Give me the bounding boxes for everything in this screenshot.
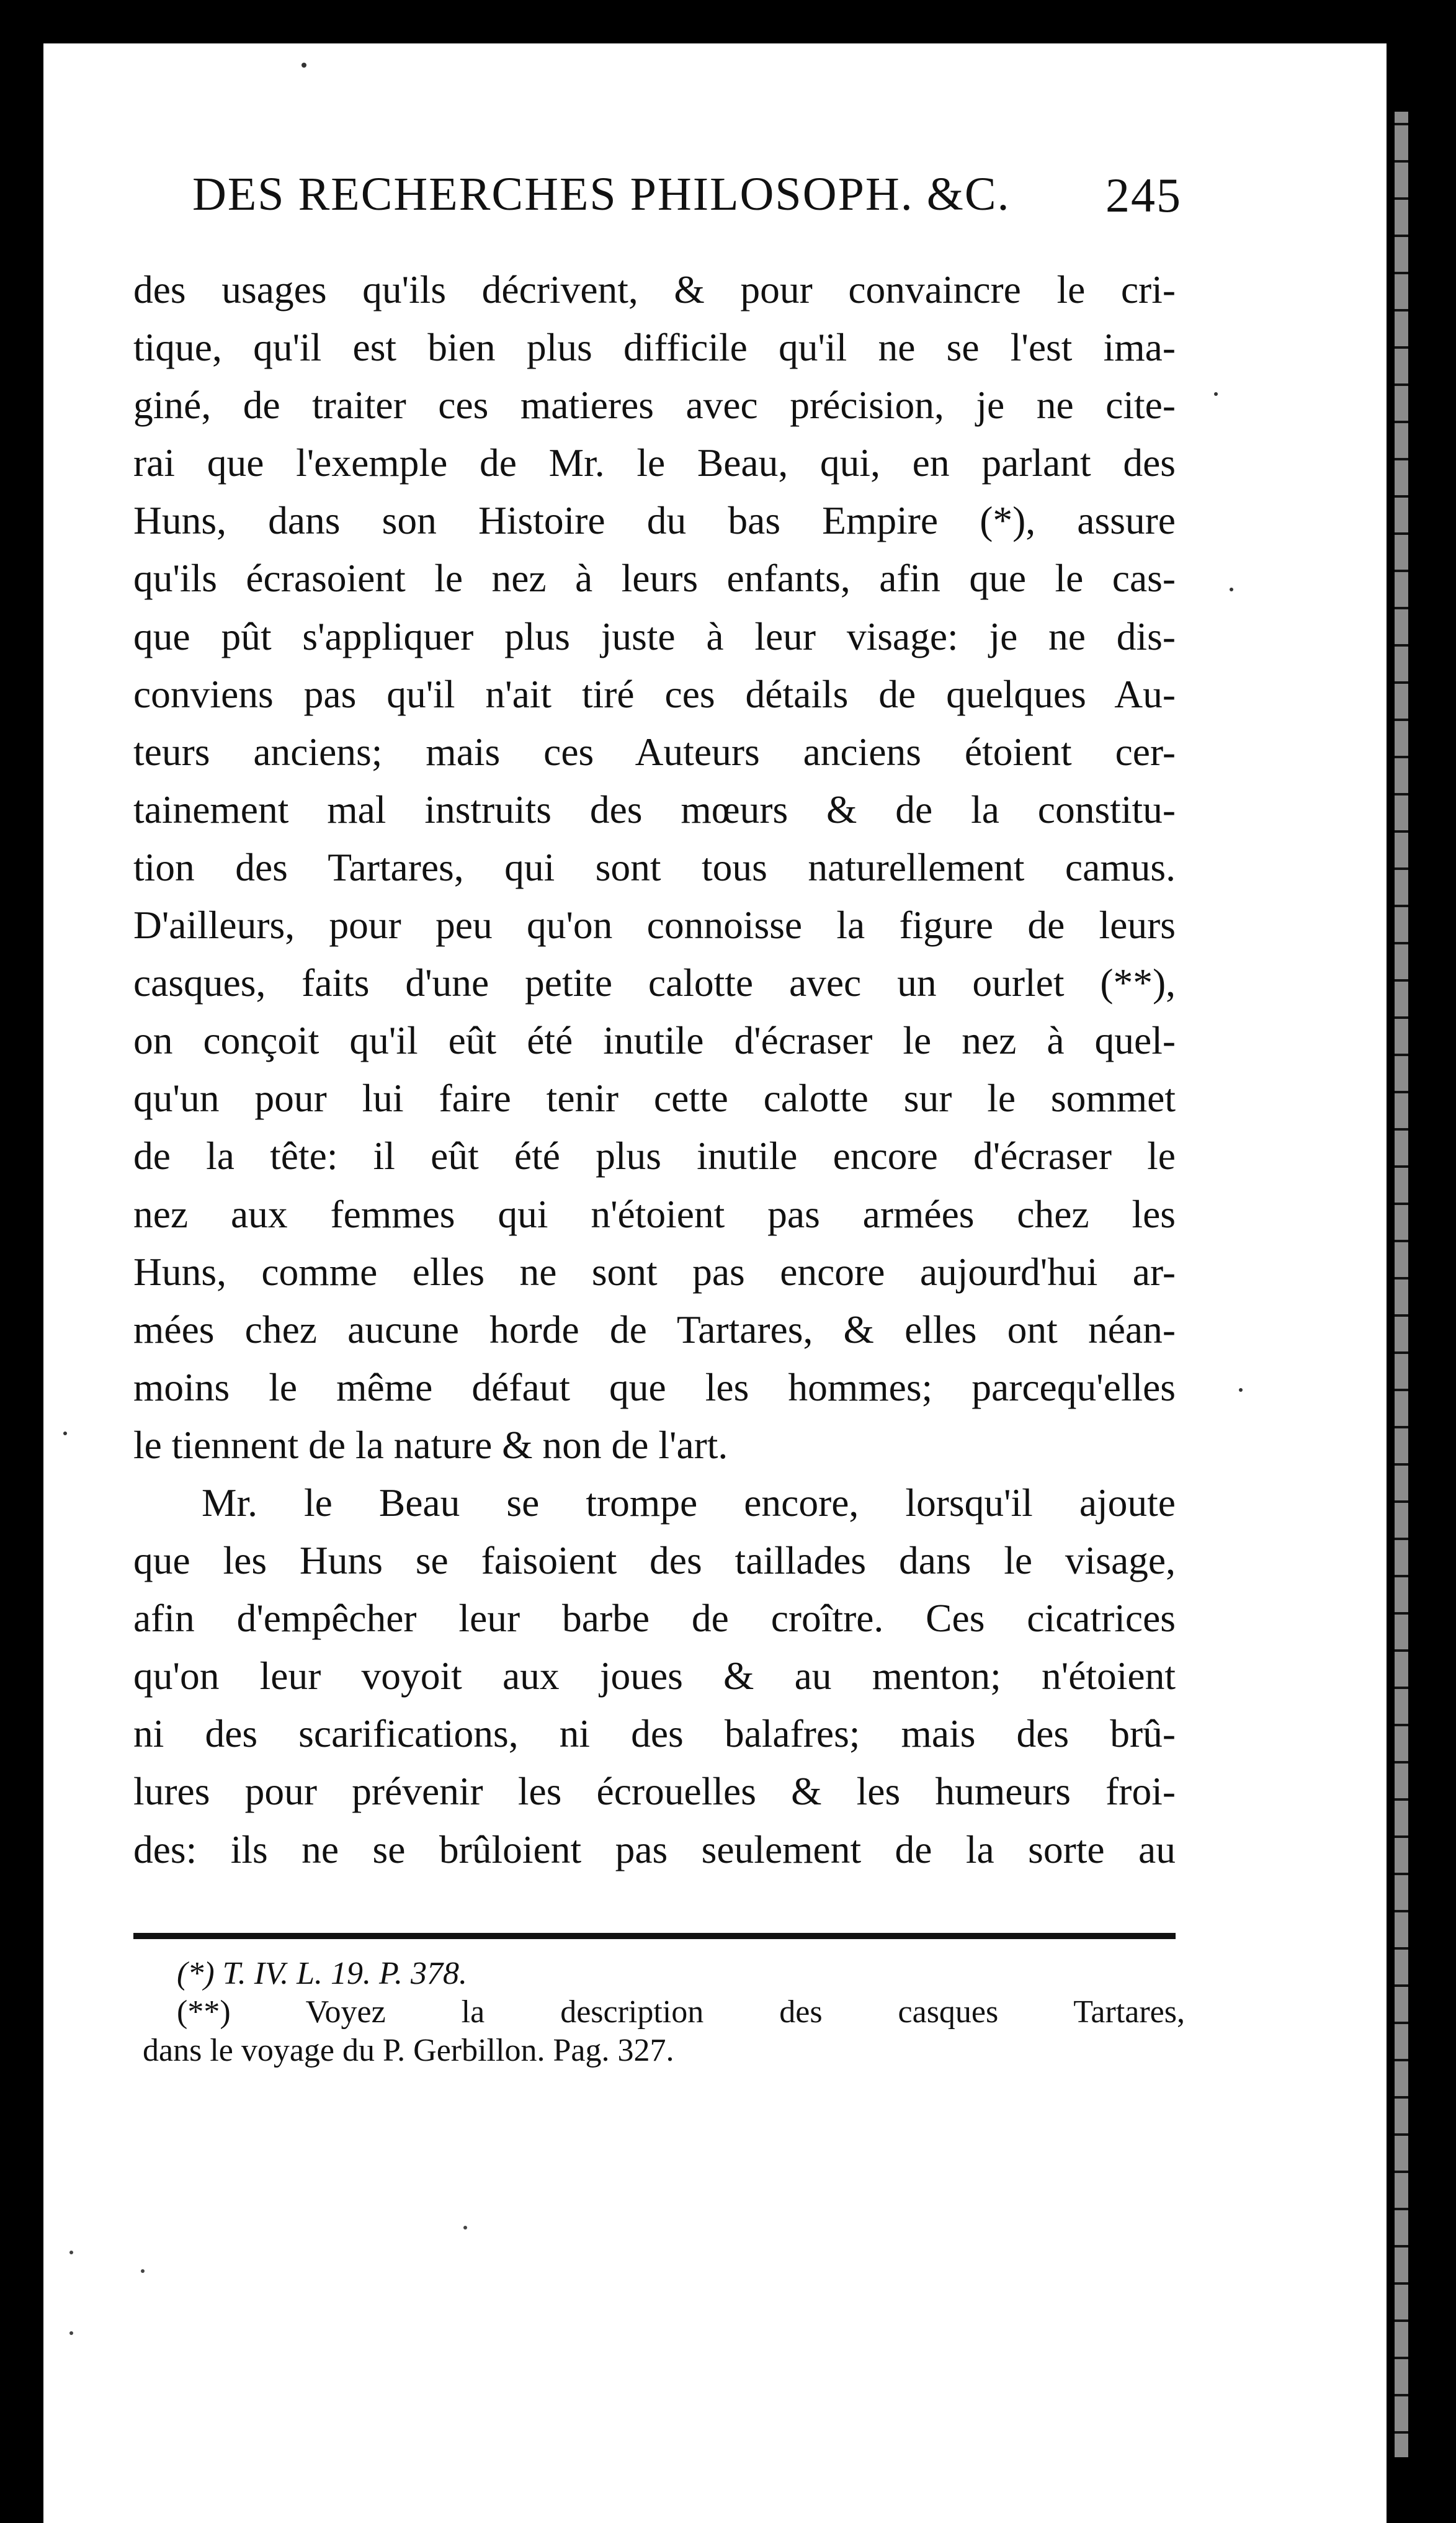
text-line: teurs anciens; mais ces Auteurs anciens étoient cer- (133, 729, 1176, 774)
text-line: tainement mal instruits des mœurs & de la constitu- (133, 787, 1176, 831)
running-header (192, 168, 1182, 236)
footnote-1: (*) T. IV. L. 19. P. 378. (177, 1956, 468, 1991)
text-line: D'ailleurs, pour peu qu'on connoisse la figure de leurs (133, 903, 1176, 948)
text-line: de la tête: il eût été plus inutile encore d'écraser le (133, 1134, 1176, 1178)
text-line: des: ils ne se brûloient pas seulement de la sorte au (133, 1827, 1176, 1871)
text-line: Mr. le Beau se trompe encore, lorsqu'il ajoute (202, 1480, 1176, 1525)
text-line: on conçoit qu'il eût été inutile d'écraser le nez à quel- (133, 1018, 1176, 1063)
text-line: qu'on leur voyoit aux joues & au menton; n'étoient (133, 1654, 1176, 1698)
text-line: qu'ils écrasoient le nez à leurs enfants, afin que le cas- (133, 556, 1176, 601)
text-line: le tiennent de la nature & non de l'art. (133, 1422, 728, 1467)
footnote-2-line-1: (**) Voyez la description des casques Tartares, (177, 1994, 1185, 2030)
footnote-2-line-2: dans le voyage du P. Gerbillon. Pag. 327. (143, 2033, 674, 2068)
text-line: lures pour prévenir les écrouelles & les humeurs froi- (133, 1769, 1176, 1814)
page-number: 245 (1105, 168, 1182, 222)
text-line: moins le même défaut que les hommes; parcequ'elles (133, 1365, 1176, 1409)
main-text (133, 261, 1176, 1878)
text-line: Huns, dans son Histoire du bas Empire (*), assure (133, 498, 1176, 543)
text-line: afin d'empêcher leur barbe de croître. Ces cicatrices (133, 1596, 1176, 1641)
page-edge-shadow (1395, 112, 1408, 2457)
text-line: casques, faits d'une petite calotte avec un ourlet (**), (133, 961, 1176, 1005)
text-line: ni des scarifications, ni des balafres; mais des brû- (133, 1711, 1176, 1756)
footnote-rule (133, 1933, 1176, 1939)
text-line: conviens pas qu'il n'ait tiré ces détails de quelques Au- (133, 671, 1176, 716)
running-title: DES RECHERCHES PHILOSOPH. &C. (192, 168, 1011, 220)
text-line: qu'un pour lui faire tenir cette calotte sur le sommet (133, 1076, 1176, 1121)
text-line: que les Huns se faisoient des taillades dans le visage, (133, 1538, 1176, 1583)
text-line: tion des Tartares, qui sont tous naturellement camus. (133, 845, 1176, 889)
footnotes (143, 1955, 1185, 2070)
text-line: tique, qu'il est bien plus difficile qu'il ne se l'est ima- (133, 325, 1176, 370)
text-line: rai que l'exemple de Mr. le Beau, qui, en parlant des (133, 441, 1176, 485)
text-line: que pût s'appliquer plus juste à leur visage: je ne dis- (133, 614, 1176, 658)
text-line: mées chez aucune horde de Tartares, & elles ont néan- (133, 1307, 1176, 1351)
text-line: Huns, comme elles ne sont pas encore aujourd'hui ar- (133, 1249, 1176, 1294)
text-line: des usages qu'ils décrivent, & pour convaincre le cri- (133, 267, 1176, 311)
text-line: nez aux femmes qui n'étoient pas armées chez les (133, 1191, 1176, 1236)
text-line: giné, de traiter ces matieres avec précision, je ne cite- (133, 383, 1176, 428)
